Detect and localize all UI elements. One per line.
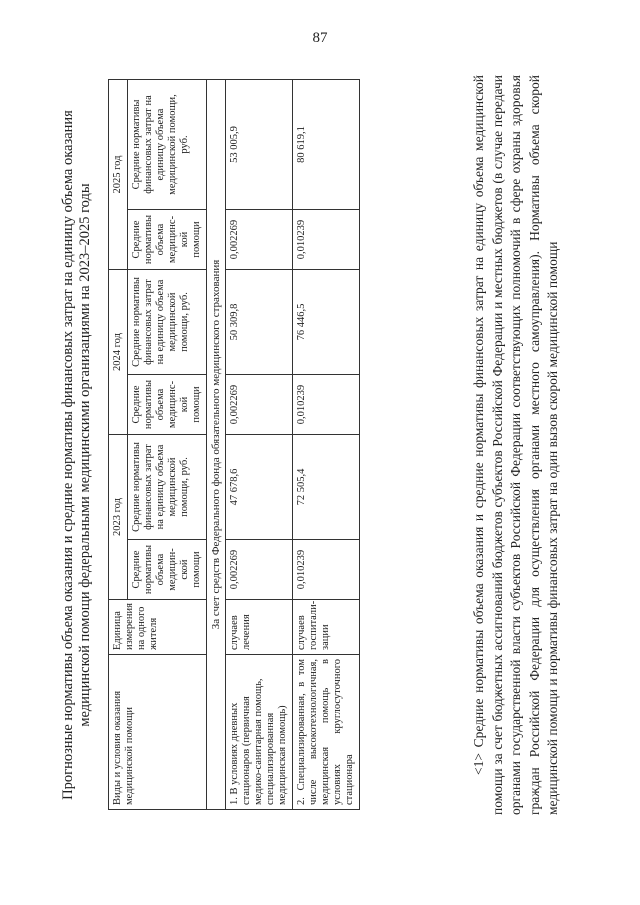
caption-line-1: Прогнозные нормативы объема оказания и средние нормативы финансовых затрат на единицу объема оказания: [60, 110, 76, 800]
row-volume-2023: 0,002269: [226, 540, 293, 600]
row-kind: 2. Специализированная, в том числе высокотехнологичная, медицинская помощь в условиях круглосуточного стационара: [293, 655, 360, 810]
section-title: За счет средств Федерального фонда обязательного медицинского страхования: [207, 80, 226, 810]
header-cost-2024: Средние нормативы финансовых затрат на единицу объема медицинской помощи, руб.: [128, 270, 207, 375]
header-cost-2025: Средние нормативы финансовых затрат на единицу объема медицинской помощи, руб.: [128, 80, 207, 210]
row-cost-2023: 72 505,4: [293, 435, 360, 540]
row-volume-2024: 0,010239: [293, 375, 360, 435]
row-volume-2025: 0,010239: [293, 210, 360, 270]
row-cost-2025: 80 619,1: [293, 80, 360, 210]
row-cost-2024: 76 446,5: [293, 270, 360, 375]
header-year-2023: 2023 год: [109, 435, 128, 600]
row-volume-2023: 0,010239: [293, 540, 360, 600]
table-caption: [60, 85, 94, 825]
page-number: 87: [312, 30, 328, 46]
table-section-row: [207, 80, 226, 810]
row-volume-2024: 0,002269: [226, 375, 293, 435]
header-kind: Виды и условия оказания медицинской помощи: [109, 655, 207, 810]
row-volume-2025: 0,002269: [226, 210, 293, 270]
header-volume-2024: Средние нормативы объема медицинс-кой помощи: [128, 375, 207, 435]
row-cost-2023: 47 678,6: [226, 435, 293, 540]
footnote: <1> Средние нормативы объема оказания и средние нормативы финансовых затрат на единицу объема медицинской помощи за счет бюджетных ассигнований бюджетов субъектов Российской Федерации и местных бюджетов (в случае передачи органами государственной власти субъектов Российской Федерации соответствующих полномочий в сфере охраны здоровья граждан Российской Федерации для осуществления органами местного самоуправления). Нормативы объема скорой медицинской помощи и нормативы финансовых затрат на один вызов скорой медицинской помощи: [471, 75, 560, 815]
caption-line-2: медицинской помощи федеральными медицинскими организациями на 2023–2025 годы: [77, 183, 93, 727]
row-cost-2025: 53 005,9: [226, 80, 293, 210]
rotated-page-content: [60, 55, 620, 855]
header-unit: Единица измерения на одного жителя: [109, 600, 207, 655]
norms-table: [108, 79, 360, 810]
table-row: [293, 80, 360, 810]
row-unit: случаев лечения: [226, 600, 293, 655]
header-volume-2023: Средние нормативы объема медицин-ской помощи: [128, 540, 207, 600]
header-year-2024: 2024 год: [109, 270, 128, 435]
table-header-row-1: [109, 80, 128, 810]
header-cost-2023: Средние нормативы финансовых затрат на единицу объема медицинской помощи, руб.: [128, 435, 207, 540]
header-volume-2025: Средние нормативы объема медицинс-кой помощи: [128, 210, 207, 270]
header-year-2025: 2025 год: [109, 80, 128, 270]
row-unit: случаев госпитали-зации: [293, 600, 360, 655]
row-cost-2024: 50 309,8: [226, 270, 293, 375]
row-kind: 1. В условиях дневных стационаров (первичная медико-санитарная помощь, специализированная медицинская помощь): [226, 655, 293, 810]
table-row: [226, 80, 293, 810]
